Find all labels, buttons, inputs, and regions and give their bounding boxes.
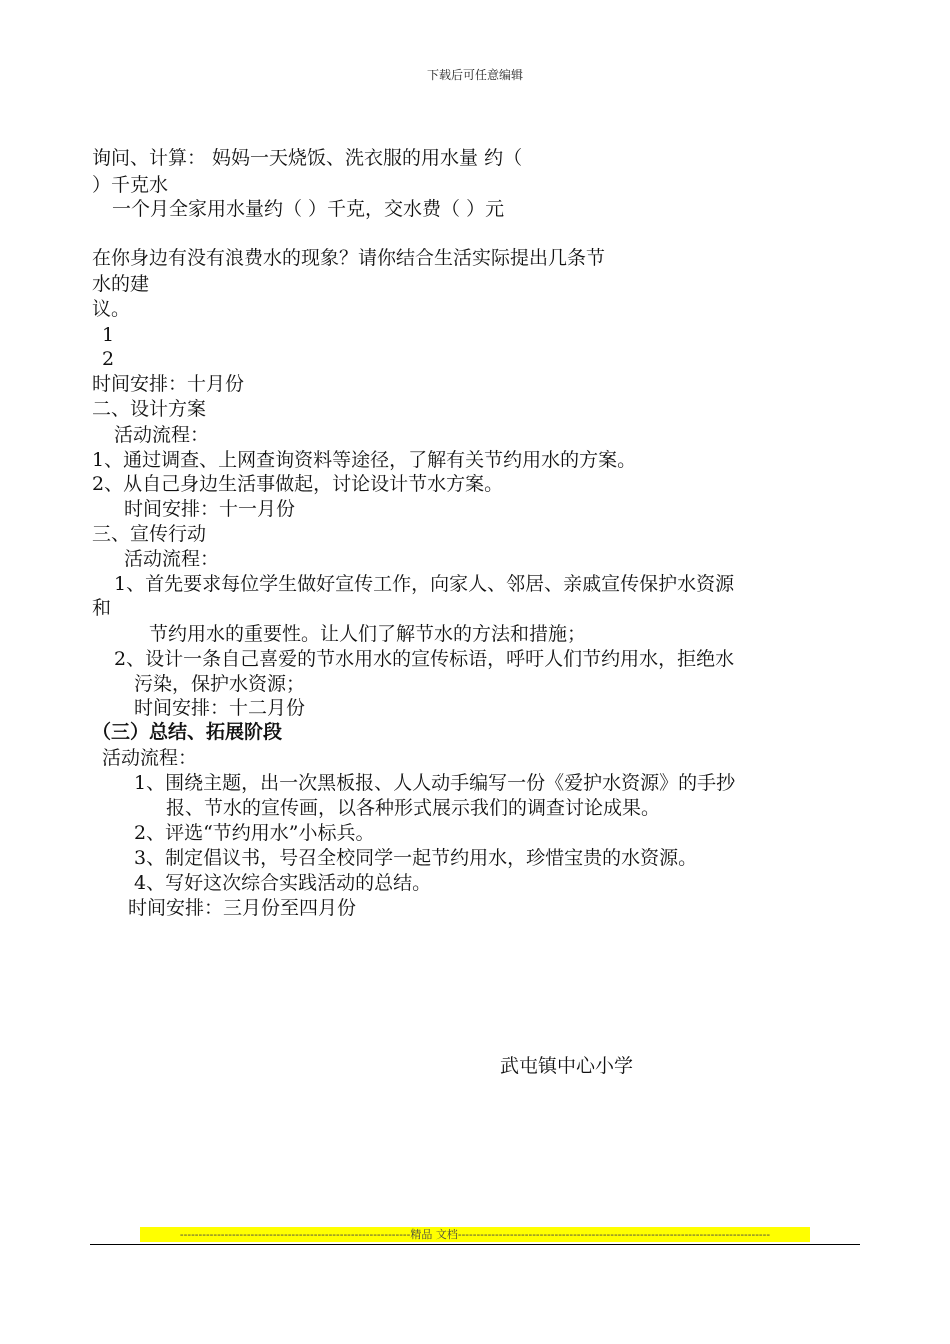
text-line: 2、评选“节约用水”小标兵。 bbox=[134, 822, 375, 844]
text-line: 时间安排：十一月份 bbox=[124, 498, 296, 520]
text-line: 2 bbox=[102, 348, 115, 370]
text-line: ）千克水 bbox=[92, 174, 169, 196]
text-line: 1、通过调查、上网查询资料等途径，了解有关节约用水的方案。 bbox=[92, 449, 637, 471]
footer-divider bbox=[90, 1244, 860, 1245]
section-heading: 三、宣传行动 bbox=[92, 523, 207, 545]
text-line: 一个月全家用水量约（ ）千克，交水费（ ）元 bbox=[112, 198, 505, 220]
text-line: 报、节水的宣传画，以各种形式展示我们的调查讨论成果。 bbox=[166, 797, 661, 819]
text-line: 4、写好这次综合实践活动的总结。 bbox=[134, 872, 432, 894]
text-line: 1 bbox=[102, 324, 115, 346]
text-line: 节约用水的重要性。让人们了解节水的方法和措施； bbox=[149, 623, 587, 645]
text-line: 时间安排：十二月份 bbox=[134, 697, 306, 719]
text-line: 活动流程： bbox=[102, 747, 198, 769]
text-line: 1、围绕主题，出一次黑板报、人人动手编写一份《爱护水资源》的手抄 bbox=[134, 772, 736, 794]
text-line: 2、设计一条自己喜爱的节水用水的宣传标语，呼吁人们节约用水，拒绝水 bbox=[114, 648, 735, 670]
footer-banner: --------------------------------------------------------------精品 文档------------------------------------------------------------------------------------ bbox=[140, 1227, 810, 1242]
text-line: 2、从自己身边生活事做起，讨论设计节水方案。 bbox=[92, 473, 504, 495]
text-line: 污染，保护水资源； bbox=[134, 673, 306, 695]
text-line: 活动流程： bbox=[124, 548, 220, 570]
text-line: 时间安排：十月份 bbox=[92, 373, 245, 395]
text-line: 活动流程： bbox=[114, 424, 210, 446]
text-line: 和 bbox=[92, 597, 112, 619]
text-line: 1、首先要求每位学生做好宣传工作，向家人、邻居、亲戚宣传保护水资源 bbox=[114, 573, 735, 595]
signature: 武屯镇中心小学 bbox=[500, 1055, 634, 1077]
text-line: 3、制定倡议书，号召全校同学一起节约用水，珍惜宝贵的水资源。 bbox=[134, 847, 698, 869]
section-heading: （三）总结、拓展阶段 bbox=[92, 721, 283, 743]
text-line: 时间安排：三月份至四月份 bbox=[128, 897, 357, 919]
text-line: 水的建 bbox=[92, 273, 150, 295]
text-line: 议。 bbox=[92, 298, 131, 320]
text-line: 在你身边有没有浪费水的现象？请你结合生活实际提出几条节 bbox=[92, 247, 606, 269]
page-header: 下载后可任意编辑 bbox=[426, 68, 523, 82]
text-line: 询问、计算： 妈妈一天烧饭、洗衣服的用水量 约（ bbox=[92, 147, 523, 169]
section-heading: 二、设计方案 bbox=[92, 398, 207, 420]
